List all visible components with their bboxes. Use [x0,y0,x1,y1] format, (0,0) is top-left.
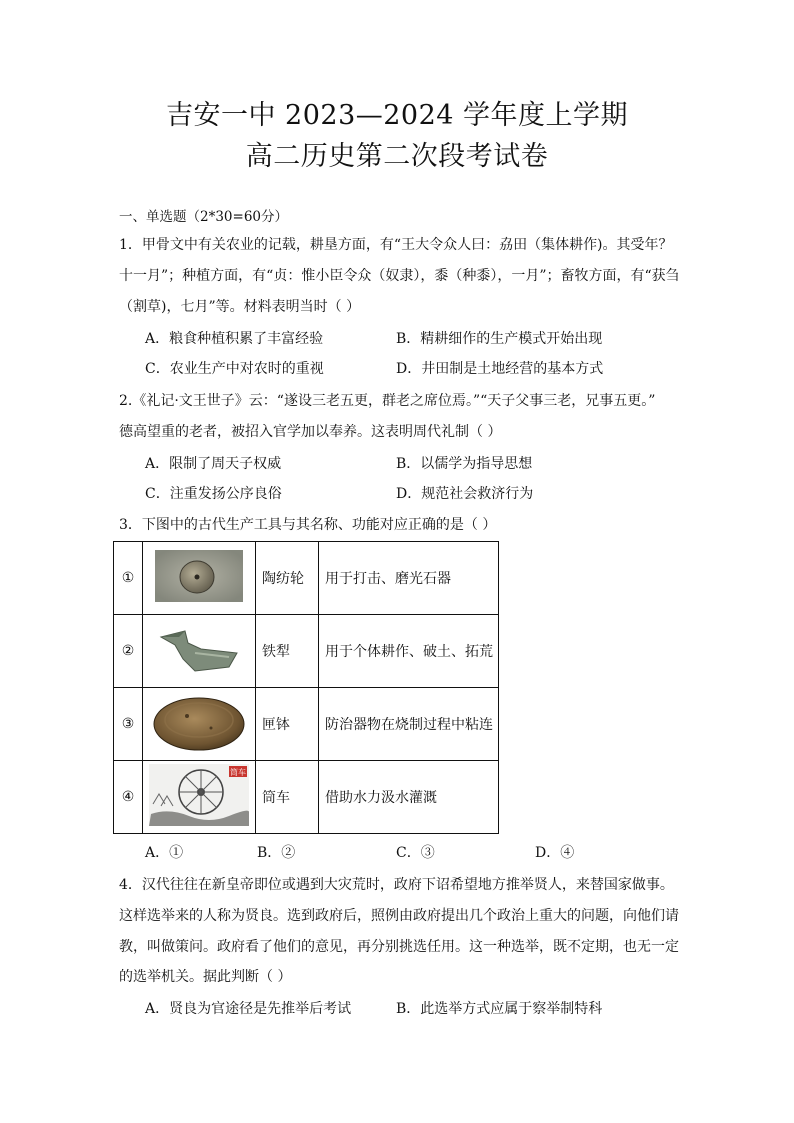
row-number: ④ [114,761,143,834]
exam-title-line2: 高二历史第二次段考试卷 [245,141,549,172]
q1-option-a: A．粮食种植积累了丰富经验 [145,331,324,347]
saggar-image [143,688,256,761]
q1-option-c: C．农业生产中对农时的重视 [145,361,324,377]
spindle-whorl-image [143,542,256,615]
q4-stem-line3: 教，叫做策问。政府看了他们的意见，再分别挑选任用。这一种选举，既不定期，也无一定 [119,939,679,955]
tools-table [113,541,499,834]
q4-stem-line2: 这样选举来的人称为贤良。选到政府后，照例由政府提出几个政治上重大的问题，向他们请 [119,908,679,924]
water-wheel-image [143,761,256,834]
tool-name: 铁犁 [256,615,319,688]
q4-stem-line1: 4．汉代往往在新皇帝即位或遇到大灾荒时，政府下诏希望地方推举贤人，来替国家做事。 [119,877,674,893]
tool-name: 匣钵 [256,688,319,761]
q4-option-b: B．此选举方式应属于察举制特科 [396,1001,603,1017]
q2-option-a: A．限制了周天子权威 [145,456,282,472]
q2-option-d: D．规范社会救济行为 [396,486,534,502]
q2-option-b: B．以儒学为指导思想 [396,456,533,472]
q1-stem-line2: 十一月”；种植方面，有“贞：惟小臣令众（奴隶），黍（种黍），一月”；畜牧方面，有“获刍 [119,268,680,284]
q3-option-a: A．① [145,845,184,861]
iron-plough-image [143,615,256,688]
q2-stem-line1: 2.《礼记·文王世子》云：“遂设三老五更，群老之席位焉。”“天子父事三老，兄事五更。” [119,393,656,409]
tool-function: 借助水力汲水灌溉 [319,761,499,834]
q4-option-a: A．贤良为官途径是先推举后考试 [145,1001,352,1017]
tool-name: 陶纺轮 [256,542,319,615]
tool-function: 用于打击、磨光石器 [319,542,499,615]
q1-option-d: D．井田制是土地经营的基本方式 [396,361,604,377]
q1-stem-line1: 1．甲骨文中有关农业的记载，耕垦方面，有“王大令众人曰：劦田（集体耕作)。其受年？ [119,237,673,253]
q3-option-d: D．④ [535,845,575,861]
table-row [114,761,499,834]
q3-stem: 3．下图中的古代生产工具与其名称、功能对应正确的是（ ） [119,517,497,533]
row-number: ② [114,615,143,688]
q1-stem-line3: （割草)，七月”等。材料表明当时（ ） [119,299,361,315]
tool-function: 用于个体耕作、破土、拓荒 [319,615,499,688]
row-number: ③ [114,688,143,761]
q1-option-b: B．精耕细作的生产模式开始出现 [396,331,603,347]
q4-stem-line4: 的选举机关。据此判断（ ） [119,969,292,985]
q2-stem-line2: 德高望重的老者，被招入官学加以奉养。这表明周代礼制（ ） [119,424,502,440]
row-number: ① [114,542,143,615]
q2-option-c: C．注重发扬公序良俗 [145,486,282,502]
tool-function: 防治器物在烧制过程中粘连 [319,688,499,761]
q3-option-c: C．③ [396,845,435,861]
table-row [114,615,499,688]
tool-name: 筒车 [256,761,319,834]
exam-title-line1: 吉安一中 2023—2024 学年度上学期 [165,100,629,131]
table-row [114,542,499,615]
water-wheel-image-label: 筒车 [230,768,246,777]
section-heading: 一、单选题（2*30=60分） [119,209,289,225]
table-row [114,688,499,761]
q3-option-b: B．② [257,845,296,861]
